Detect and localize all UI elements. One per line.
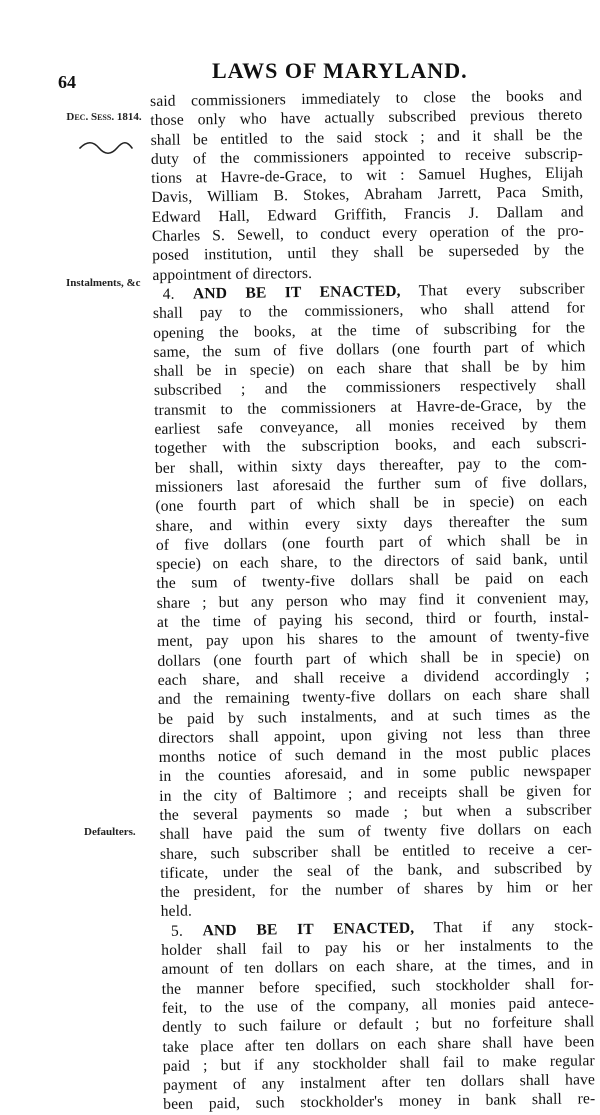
text-line: posed institution, until they shall be superseded by the <box>152 241 585 265</box>
text-line: said commissioners immediately to close the books and <box>150 87 583 110</box>
text-line: shall be in specie) on each share that shall be by him <box>153 357 586 381</box>
text-line: dently to such failure or default ; but no forfeiture shall <box>162 1013 595 1037</box>
text-line: in the city of Baltimore ; and receipts shall be given for <box>159 781 592 805</box>
text-line: ment, pay upon his shares to the amount of twenty-five <box>157 627 590 651</box>
text-line: and the remaining twenty-five dollars on each share shall <box>157 685 591 709</box>
section-4-heading: AND BE IT ENACTED, <box>192 282 401 303</box>
text-line: the sum of twenty-five dollars shall be paid on each <box>156 569 589 593</box>
text-line: transmit to the commissioners at Havre-de-Grace, by the <box>154 396 587 419</box>
text-line: directors shall appoint, upon giving not less than three <box>158 724 591 747</box>
text-line: subscribed ; and the commissioners respectively shall <box>153 376 586 400</box>
page-number: 64 <box>58 72 76 92</box>
text-line: share ; but any person who may find it convenient may, <box>156 589 589 612</box>
text-line: months notice of such demand in the most public places <box>158 743 591 767</box>
text-line: the manner before specified, such stockholder shall for- <box>161 974 594 998</box>
text-line: duty of the commissioners appointed to receive subscrip- <box>150 145 583 168</box>
text-line: shall pay to the commissioners, who shall attend for <box>152 299 585 323</box>
text-line: take place after ten dollars on each share shall have been <box>162 1032 595 1056</box>
text-line: shall be entitled to the said stock ; and it shall be the <box>150 125 583 149</box>
text-line: each share, and shall receive a dividend accordingly ; <box>157 666 590 689</box>
section-5-heading: AND BE IT ENACTED, <box>202 919 415 940</box>
text-line: dollars (one fourth part of which shall be in specie) on <box>157 646 590 670</box>
text-line: paid ; but if any stockholder shall fail to make regular <box>162 1052 595 1075</box>
section-5-first-line-text: That if any stock- <box>433 917 594 937</box>
section-4-number: 4. <box>162 285 175 303</box>
text-line: in the counties aforesaid, and in some public newspaper <box>158 762 592 786</box>
ornamental-swash-icon <box>78 140 134 156</box>
text-line: Edward Hall, Edward Griffith, Francis J. Dallam and <box>151 203 584 226</box>
body-text <box>150 86 595 1114</box>
text-line: together with the subscription books, and each subscri- <box>154 434 587 458</box>
text-line: those only who have actually subscribed previous thereto <box>150 106 583 130</box>
text-line: appointment of directors. <box>152 264 313 284</box>
margin-note-session: Dec. Sess. 1814. <box>66 111 142 123</box>
text-line: held. <box>160 902 193 921</box>
text-line: tions at Havre-de-Grace, to wit : Samuel Hughes, Elijah <box>151 164 584 188</box>
text-line: at the time of paying his second, third or fourth, instal- <box>156 608 590 631</box>
text-line: feit, to the use of the company, all monies paid antece- <box>161 994 595 1017</box>
section-5 <box>161 916 595 1115</box>
text-line: shall have paid the sum of twenty five dollars on each <box>159 820 592 844</box>
text-line: earliest safe conveyance, all monies received by them <box>154 415 587 439</box>
text-line: Charles S. Sewell, to conduct every operation of the pro- <box>151 222 584 246</box>
margin-note-instalments: Instalments, &c <box>66 277 141 289</box>
text-line: (one fourth part of which shall be in specie) on each <box>155 492 588 516</box>
text-line: of five dollars (one fourth part of which shall be in <box>155 531 589 554</box>
text-line: the several payments so made ; but when a subscriber <box>159 801 592 824</box>
paragraph-continued <box>150 86 584 285</box>
text-line: holder shall fail to pay his or her instalments to the <box>161 936 594 959</box>
text-line: Davis, William B. Stokes, Abraham Jarrett, Paca Smith, <box>151 183 584 207</box>
text-line: share, and within every sixty days thereafter the sum <box>155 511 588 535</box>
running-head: LAWS OF MARYLAND. <box>212 58 468 83</box>
margin-note-defaulters: Defaulters. <box>84 826 136 838</box>
text-line: tificate, under the seal of the bank, and subscribed by <box>160 859 593 882</box>
text-line: been paid, such stockholder's money in bank shall re- <box>163 1090 596 1114</box>
section-4-first-line-text: That every subscriber <box>418 280 585 300</box>
text-line: same, the sum of five dollars (one fourth part of which <box>153 338 586 361</box>
text-line: specie) on each share, to the directors of said bank, until <box>156 550 589 574</box>
text-line: missioners last aforesaid the further sum of five dollars, <box>155 473 588 496</box>
text-line: ber shall, within sixty days thereafter, pay to the com- <box>154 453 587 477</box>
text-line: amount of ten dollars on each share, at the times, and in <box>161 955 594 979</box>
text-line: the president, for the number of shares by him or her <box>160 878 593 902</box>
text-line: be paid by such instalments, and at such times as the <box>158 704 591 728</box>
text-line: opening the books, at the time of subscribing for the <box>153 318 586 342</box>
text-line: payment of any instalment after ten dollars shall have <box>162 1071 596 1095</box>
section-5-number: 5. <box>170 922 184 940</box>
section-4 <box>153 279 593 921</box>
text-line: share, such subscriber shall be entitled to receive a cer- <box>159 839 593 863</box>
